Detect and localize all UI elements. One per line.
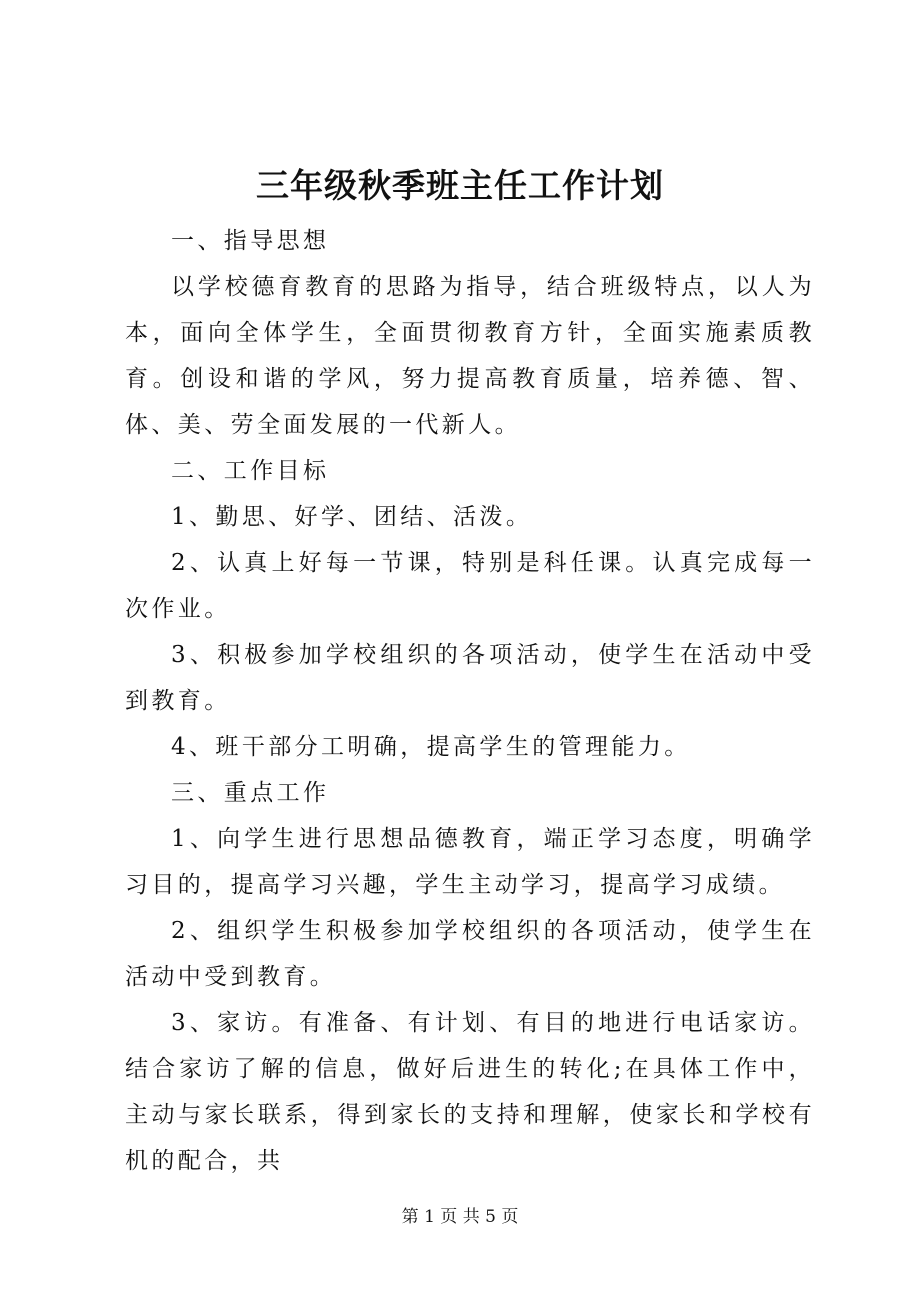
paragraph-guiding-ideology: 以学校德育教育的思路为指导，结合班级特点，以人为本，面向全体学生，全面贯彻教育方针，全面实施素质教育。创设和谐的学风，努力提高教育质量，培养德、智、体、美、劳全面发展的一代新人。 xyxy=(125,274,815,438)
goal-item-1: 1、勤思、好学、团结、活泼。 xyxy=(171,504,533,530)
key-work-item-2: 2、组织学生积极参加学校组织的各项活动，使学生在活动中受到教育。 xyxy=(125,918,815,990)
goal-item-2: 2、认真上好每一节课，特别是科任课。认真完成每一次作业。 xyxy=(125,550,815,622)
key-work-item-1: 1、向学生进行思想品德教育，端正学习态度，明确学习目的，提高学习兴趣，学生主动学习，提高学习成绩。 xyxy=(125,826,815,898)
section-heading-work-goals: 二、工作目标 xyxy=(171,458,330,484)
section-heading-guiding-ideology: 一、指导思想 xyxy=(171,228,330,254)
document-title: 三年级秋季班主任工作计划 xyxy=(256,166,664,205)
page-indicator: 第 1 页 共 5 页 xyxy=(401,1207,519,1227)
key-work-item-3: 3、家访。有准备、有计划、有目的地进行电话家访。结合家访了解的信息，做好后进生的转化;在具体工作中，主动与家长联系，得到家长的支持和理解，使家长和学校有机的配合，共 xyxy=(125,1010,815,1174)
goal-item-4: 4、班干部分工明确，提高学生的管理能力。 xyxy=(171,734,691,760)
document-body xyxy=(125,218,815,1184)
section-heading-key-work: 三、重点工作 xyxy=(171,780,330,806)
goal-item-3: 3、积极参加学校组织的各项活动，使学生在活动中受到教育。 xyxy=(125,642,815,714)
